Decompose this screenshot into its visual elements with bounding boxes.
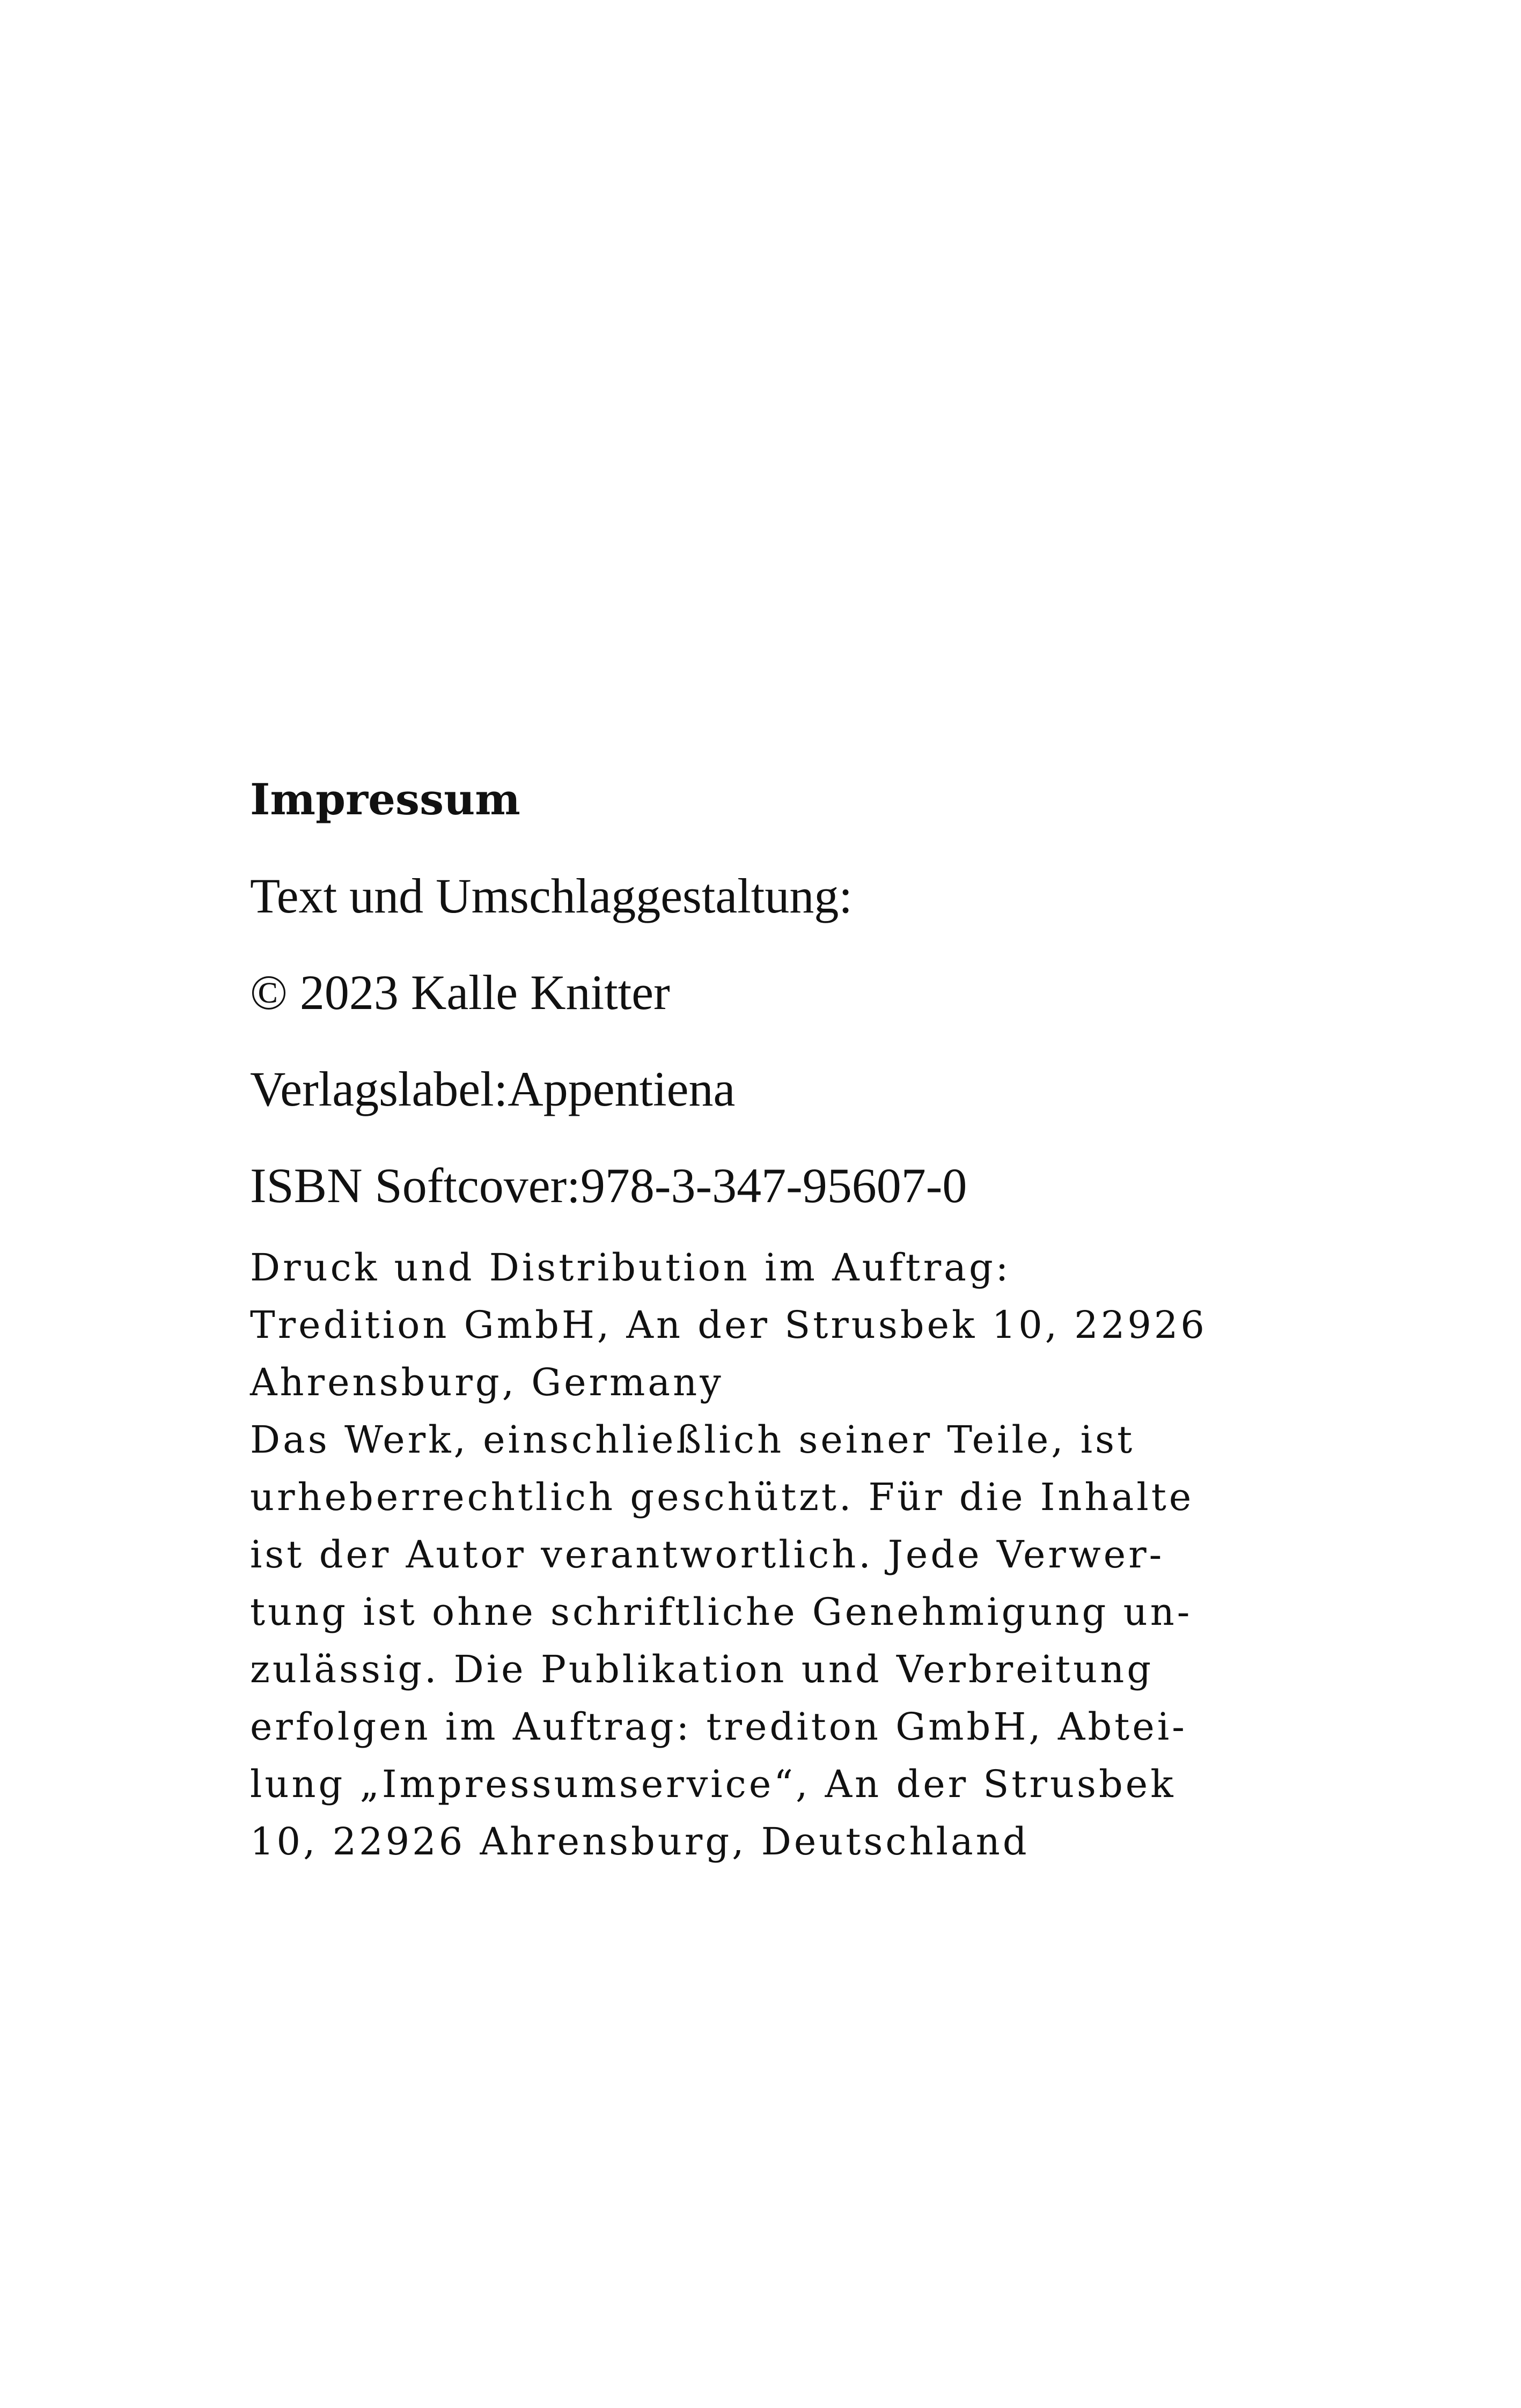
legal-text-line: ist der Autor verantwortlich. Jede Verwer- [250,1533,1165,1577]
legal-text-line: Ahrensburg, Germany [250,1360,724,1404]
legal-text-line: urheberrechtlich geschützt. Für die Inhalte [250,1475,1194,1519]
legal-text-line: lung „Impressumservice“, An der Strusbek [250,1762,1176,1806]
legal-text-line: Das Werk, einschließlich seiner Teile, ist [250,1418,1135,1462]
legal-text-line: 10, 22926 Ahrensburg, Deutschland [250,1820,1030,1864]
legal-text-line: zulässig. Die Publikation und Verbreitung [250,1647,1154,1691]
impressum-heading: Impressum [250,774,520,824]
copyright-line: © 2023 Kalle Knitter [250,965,670,1020]
legal-text-line: Druck und Distribution im Auftrag: [250,1246,1011,1290]
legal-text-line: erfolgen im Auftrag: trediton GmbH, Abtei- [250,1705,1187,1749]
legal-text-line: Tredition GmbH, An der Strusbek 10, 22926 [250,1303,1207,1347]
publisher-label-line: Verlagslabel:Appentiena [250,1062,736,1116]
impressum-section [250,767,1216,1871]
isbn-line: ISBN Softcover:978-3-347-95607-0 [250,1158,967,1213]
design-credit-label: Text und Umschlaggestaltung: [250,868,853,923]
legal-text-line: tung ist ohne schriftliche Genehmigung un- [250,1590,1193,1634]
legal-text-block [250,1239,1216,1871]
